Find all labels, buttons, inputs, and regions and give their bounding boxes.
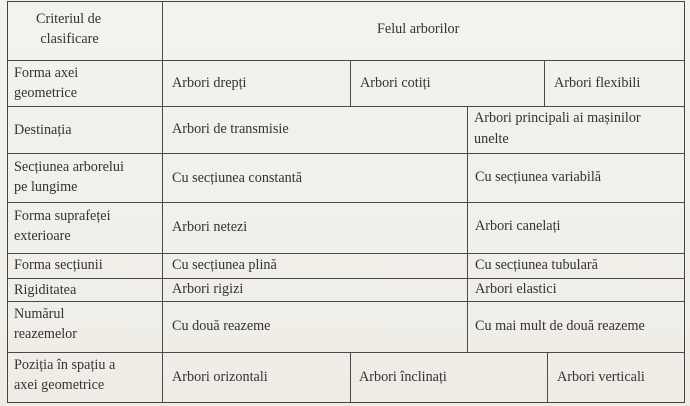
- cell-divider: [350, 352, 351, 402]
- cell-divider: [467, 106, 468, 352]
- cell-r5-c1: Cu secțiunea plină: [172, 257, 277, 273]
- header-criteriu-line1: Criteriul de: [36, 11, 102, 27]
- cell-r8-c1: Arbori orizontali: [172, 369, 268, 385]
- row-divider: [8, 352, 684, 353]
- criterion-row-7: Numărul reazemelor: [14, 306, 78, 342]
- cell-r8-c2: Arbori înclinați: [359, 369, 447, 385]
- criterion-row-6: Rigiditatea: [14, 282, 77, 298]
- cell-r1-c2: Arbori cotiți: [360, 75, 431, 91]
- cell-r1-c1: Arbori drepți: [172, 75, 247, 91]
- cell-r3-c1: Cu secțiunea constantă: [172, 170, 303, 186]
- cell-r3-c2: Cu secțiunea variabilă: [475, 169, 602, 185]
- criterion-row-4: Forma suprafeței exterioare: [14, 208, 111, 244]
- cell-r1-c3: Arbori flexibili: [554, 75, 641, 91]
- criterion-row-1: Forma axei geometrice: [14, 65, 79, 101]
- criterion-row-8: Poziția în spațiu a axei geometrice: [14, 357, 116, 393]
- cell-r2-c2: Arbori principali ai mașinilor unelte: [474, 110, 641, 147]
- column-divider: [162, 2, 163, 402]
- cell-r6-c1: Arbori rigizi: [172, 281, 244, 297]
- classification-table: [7, 1, 685, 403]
- cell-r4-c2: Arbori canelați: [475, 218, 561, 234]
- row-divider: [8, 153, 684, 154]
- cell-r7-c1: Cu două reazeme: [172, 318, 271, 334]
- header-felul: Felul arborilor: [377, 21, 460, 37]
- row-divider: [8, 301, 684, 302]
- cell-r7-c2: Cu mai mult de două reazeme: [475, 318, 645, 334]
- cell-r2-c1: Arbori de transmisie: [172, 121, 289, 137]
- header-criteriu: [36, 9, 101, 49]
- cell-r8-c3: Arbori verticali: [557, 369, 645, 385]
- row-divider: [8, 202, 684, 203]
- criterion-row-5: Forma secțiunii: [14, 257, 103, 273]
- row-divider: [8, 278, 684, 279]
- cell-divider: [544, 60, 545, 106]
- criterion-row-2: Destinația: [14, 122, 72, 138]
- row-divider: [8, 60, 684, 61]
- cell-divider: [350, 60, 351, 106]
- cell-r4-c1: Arbori netezi: [172, 219, 248, 235]
- cell-divider: [547, 352, 548, 402]
- row-divider: [8, 106, 684, 107]
- cell-r5-c2: Cu secțiunea tubulară: [475, 257, 598, 273]
- criterion-row-3: Secțiunea arborelui pe lungime: [14, 159, 124, 195]
- cell-r6-c2: Arbori elastici: [475, 281, 557, 297]
- header-criteriu-line2: clasificare: [40, 31, 99, 47]
